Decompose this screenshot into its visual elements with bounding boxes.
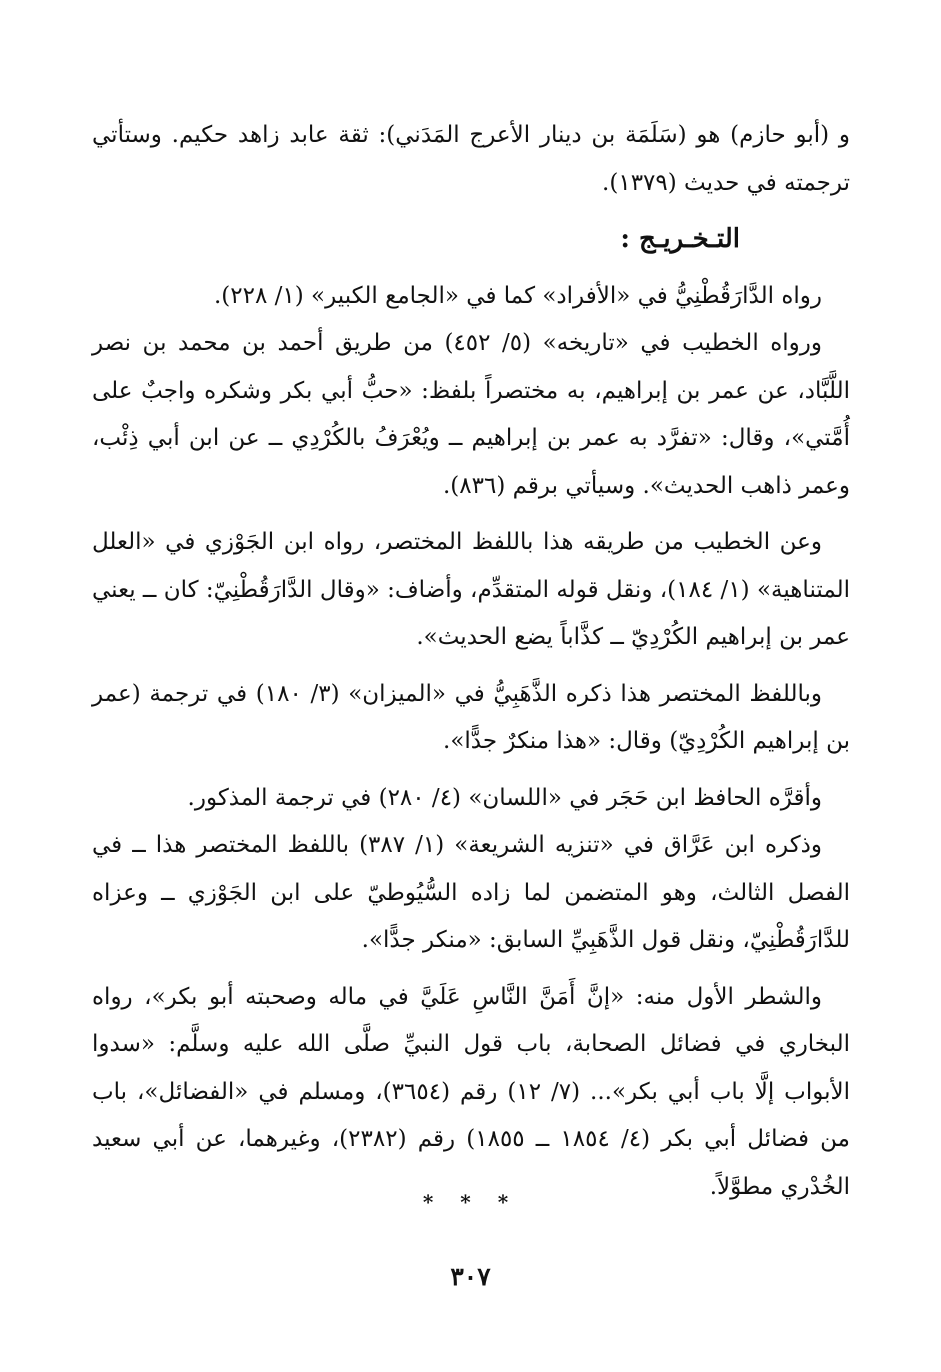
paragraph-ibn-jawzi: وعن الخطيب من طريقه هذا باللفظ المختصر، رواه ابن الجَوْزي في «العلل المتناهية» (١/ ١٨٤)، ونقل قوله المتقدِّم، وأضاف: «وقال الدَّارَقُطْنِيّ: كان ــ يعني عمر بن إبراهيم الكُرْدِيّ ــ كذَّاباً يضع الحديث».: [92, 529, 851, 650]
section-separator: * * *: [422, 1190, 519, 1214]
page-number: ٣٠٧: [450, 1262, 491, 1291]
narrator-note-paragraph: و (أبو حازم) هو (سَلَمَة بن دينار الأعرج المَدَني): ثقة عابد زاهد حكيم. وستأتي ترجمته في حديث (١٣٧٩).: [92, 122, 850, 196]
section-heading-takhrij: التـخـريـج :: [620, 224, 740, 254]
paragraph-bukhari: والشطر الأول منه: «إنَّ أَمَنَّ النَّاسِ عَلَيَّ في ماله وصحبته أبو بكر»، رواه البخاري في فضائل الصحابة، باب قول النبيِّ صلَّى الله عليه وسلَّم: «سدوا الأبواب إلَّا باب أبي بكر»... (٧/ ١٢) رقم (٣٦٥٤)، ومسلم في «الفضائل»، باب من فضائل أبي بكر (٤/ ١٨٥٤ ــ ١٨٥٥) رقم (٢٣٨٢)، وغيرهما، عن أبي سعيد الخُدْري مطوَّلاً.: [92, 983, 850, 1200]
body-text: [92, 112, 850, 1220]
paragraph-daraqutni: رواه الدَّارَقُطْنِيُّ في «الأفراد» كما في «الجامع الكبير» (١/ ٢٢٨).: [213, 282, 822, 309]
paragraph-ibn-arraq: وذكره ابن عَرَّاق في «تنزيه الشريعة» (١/ ٣٨٧) باللفظ المختصر هذا ــ في الفصل الثالث، وهو المتضمن لما زاده السُّيُوطيّ على ابن الجَوْزي ــ وعزاه للدَّارَقُطْنِيّ، ونقل قول الذَّهَبِيِّ السابق: «منكر جدًّا».: [92, 832, 850, 953]
paragraph-khatib: ورواه الخطيب في «تاريخه» (٥/ ٤٥٢) من طريق أحمد بن محمد بن نصر اللَّبَّاد، عن عمر بن إبراهيم، به مختصراً بلفظ: «حبُّ أبي بكر وشكره واجبٌ على أُمَّتي»، وقال: «تفرَّد به عمر بن إبراهيم ــ ويُعْرَفُ بالكُرْدِي ــ عن ابن أبي ذِئْب، وعمر ذاهب الحديث». وسيأتي برقم (٨٣٦).: [92, 330, 850, 499]
paragraph-dhahabi: وباللفظ المختصر هذا ذكره الذَّهَبِيُّ في «الميزان» (٣/ ١٨٠) في ترجمة (عمر بن إبراهيم الكُرْدِيّ) وقال: «هذا منكرٌ جدًّا».: [92, 680, 850, 754]
paragraph-ibn-hajar: وأقرَّه الحافظ ابن حَجَر في «اللسان» (٤/ ٢٨٠) في ترجمة المذكور.: [187, 784, 822, 811]
